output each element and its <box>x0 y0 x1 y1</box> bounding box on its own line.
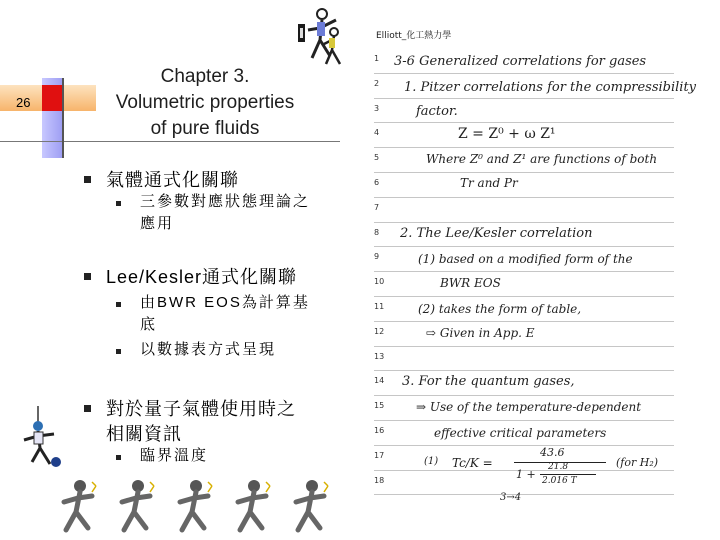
page-number: 26 <box>16 95 31 110</box>
ruled-line <box>374 494 674 495</box>
climber-icon <box>10 404 66 474</box>
line-number: 1 <box>374 54 380 63</box>
ruled-line <box>374 296 674 297</box>
ruled-line <box>374 370 674 371</box>
running-figure-icon <box>122 480 154 530</box>
note-line-11: (2) takes the form of table, <box>418 302 582 316</box>
running-figures-row <box>58 478 348 536</box>
line-number: 3 <box>374 103 380 113</box>
running-figure-icon <box>296 480 328 530</box>
ruled-line <box>374 246 674 247</box>
note-line-9: (1) based on a modified form of the <box>418 252 633 266</box>
note-line-8: 2. The Lee/Kesler correlation <box>400 226 593 241</box>
notebook-header: Elliott_化工熱力學 <box>376 31 452 41</box>
note-line-6: Tr and Pr <box>460 176 518 190</box>
title-line-3: of pure fluids <box>150 118 260 139</box>
title-line-2: Volumetric properties <box>115 92 295 113</box>
running-figure-icon <box>238 480 270 530</box>
line-number: 12 <box>374 326 385 336</box>
ruled-line <box>374 420 674 421</box>
note-line-3: factor. <box>416 104 458 119</box>
handwritten-notes-page <box>364 22 697 503</box>
bullet-1-sub-2: 應用 <box>140 215 175 232</box>
note-line-5: Where Z⁰ and Z¹ are functions of both <box>426 152 658 166</box>
ruled-line <box>374 73 674 74</box>
ruled-line <box>374 98 674 99</box>
note-line-17-inner-num: 21.8 <box>548 462 569 472</box>
line-number: 11 <box>374 302 385 311</box>
line-number: 15 <box>374 401 385 411</box>
cartoon-figures-icon <box>296 6 344 72</box>
ruled-line <box>374 346 674 347</box>
bullet-2-sub-1: 由BWR EOS為計算基 <box>140 294 310 311</box>
bullet-1-text: 氣體通式化關聯 <box>106 170 239 190</box>
slide-title <box>96 64 314 142</box>
note-line-12: ⇨ Given in App. E <box>426 326 535 340</box>
line-number: 18 <box>374 475 385 485</box>
ruled-line <box>374 395 674 396</box>
line-number: 16 <box>374 426 385 435</box>
note-line-17-lhs: Tc/K = <box>452 456 493 470</box>
line-number: 14 <box>374 376 385 386</box>
line-number: 5 <box>374 153 380 163</box>
note-line-17-inner-den: 2.016 T <box>542 476 577 486</box>
note-line-17-note: (for H₂) <box>616 456 659 469</box>
note-line-4: Z = Z⁰ + ω Z¹ <box>458 126 556 142</box>
bullet-2-text: Lee/Kesler通式化關聯 <box>106 267 298 287</box>
note-line-10: BWR EOS <box>440 276 501 290</box>
ruled-line <box>374 197 674 198</box>
bullet-2-sub-2: 底 <box>140 316 158 333</box>
line-number: 2 <box>374 78 380 88</box>
inner-fraction-bar <box>540 474 596 475</box>
running-figure-icon <box>180 480 212 530</box>
line-number: 17 <box>374 450 385 460</box>
ruled-line <box>374 445 674 446</box>
sub-bullet-marker <box>116 302 121 307</box>
line-number: 9 <box>374 252 380 262</box>
bullet-3-sub-1: 臨界溫度 <box>140 447 209 464</box>
note-line-17-label: (1) <box>424 456 439 467</box>
line-number: 13 <box>374 351 385 361</box>
ruled-line <box>374 321 674 322</box>
line-number: 6 <box>374 178 380 187</box>
sub-bullet-marker <box>116 201 121 206</box>
ruled-line <box>374 172 674 173</box>
bullet-2-sub-3: 以數據表方式呈現 <box>140 341 277 358</box>
bullet-3-text-line-2: 相關資訊 <box>106 424 182 444</box>
bullet-marker <box>84 176 91 183</box>
ruled-line <box>374 222 674 223</box>
note-line-15: ⇒ Use of the temperature-dependent <box>416 400 642 414</box>
ruled-line <box>374 271 674 272</box>
line-number: 10 <box>374 277 385 287</box>
note-line-17-denominator-a: 1 + <box>516 468 536 481</box>
note-line-2: 1. Pitzer correlations for the compressibility <box>404 80 697 95</box>
note-line-17-numerator: 43.6 <box>540 446 565 459</box>
line-number: 8 <box>374 227 380 237</box>
note-line-14: 3. For the quantum gases, <box>402 374 575 389</box>
note-line-16: effective critical parameters <box>434 426 607 440</box>
line-number: 7 <box>374 202 380 212</box>
note-line-1: 3-6 Generalized correlations for gases <box>394 54 647 69</box>
bullet-1-sub-1: 三參數對應狀態理論之 <box>140 193 311 210</box>
corner-decoration-red <box>42 85 64 111</box>
sub-bullet-marker <box>116 349 121 354</box>
line-number: 4 <box>374 128 380 138</box>
ruled-line <box>374 147 674 148</box>
note-line-18: 3→4 <box>500 492 522 503</box>
ruled-line <box>374 122 674 123</box>
sub-bullet-marker <box>116 455 121 460</box>
bullet-marker <box>84 273 91 280</box>
title-line-1: Chapter 3. <box>160 66 250 87</box>
bullet-3-text: 對於量子氣體使用時之 <box>106 399 296 419</box>
running-figure-icon <box>64 480 96 530</box>
bullet-marker <box>84 405 91 412</box>
corner-divider <box>62 78 64 158</box>
